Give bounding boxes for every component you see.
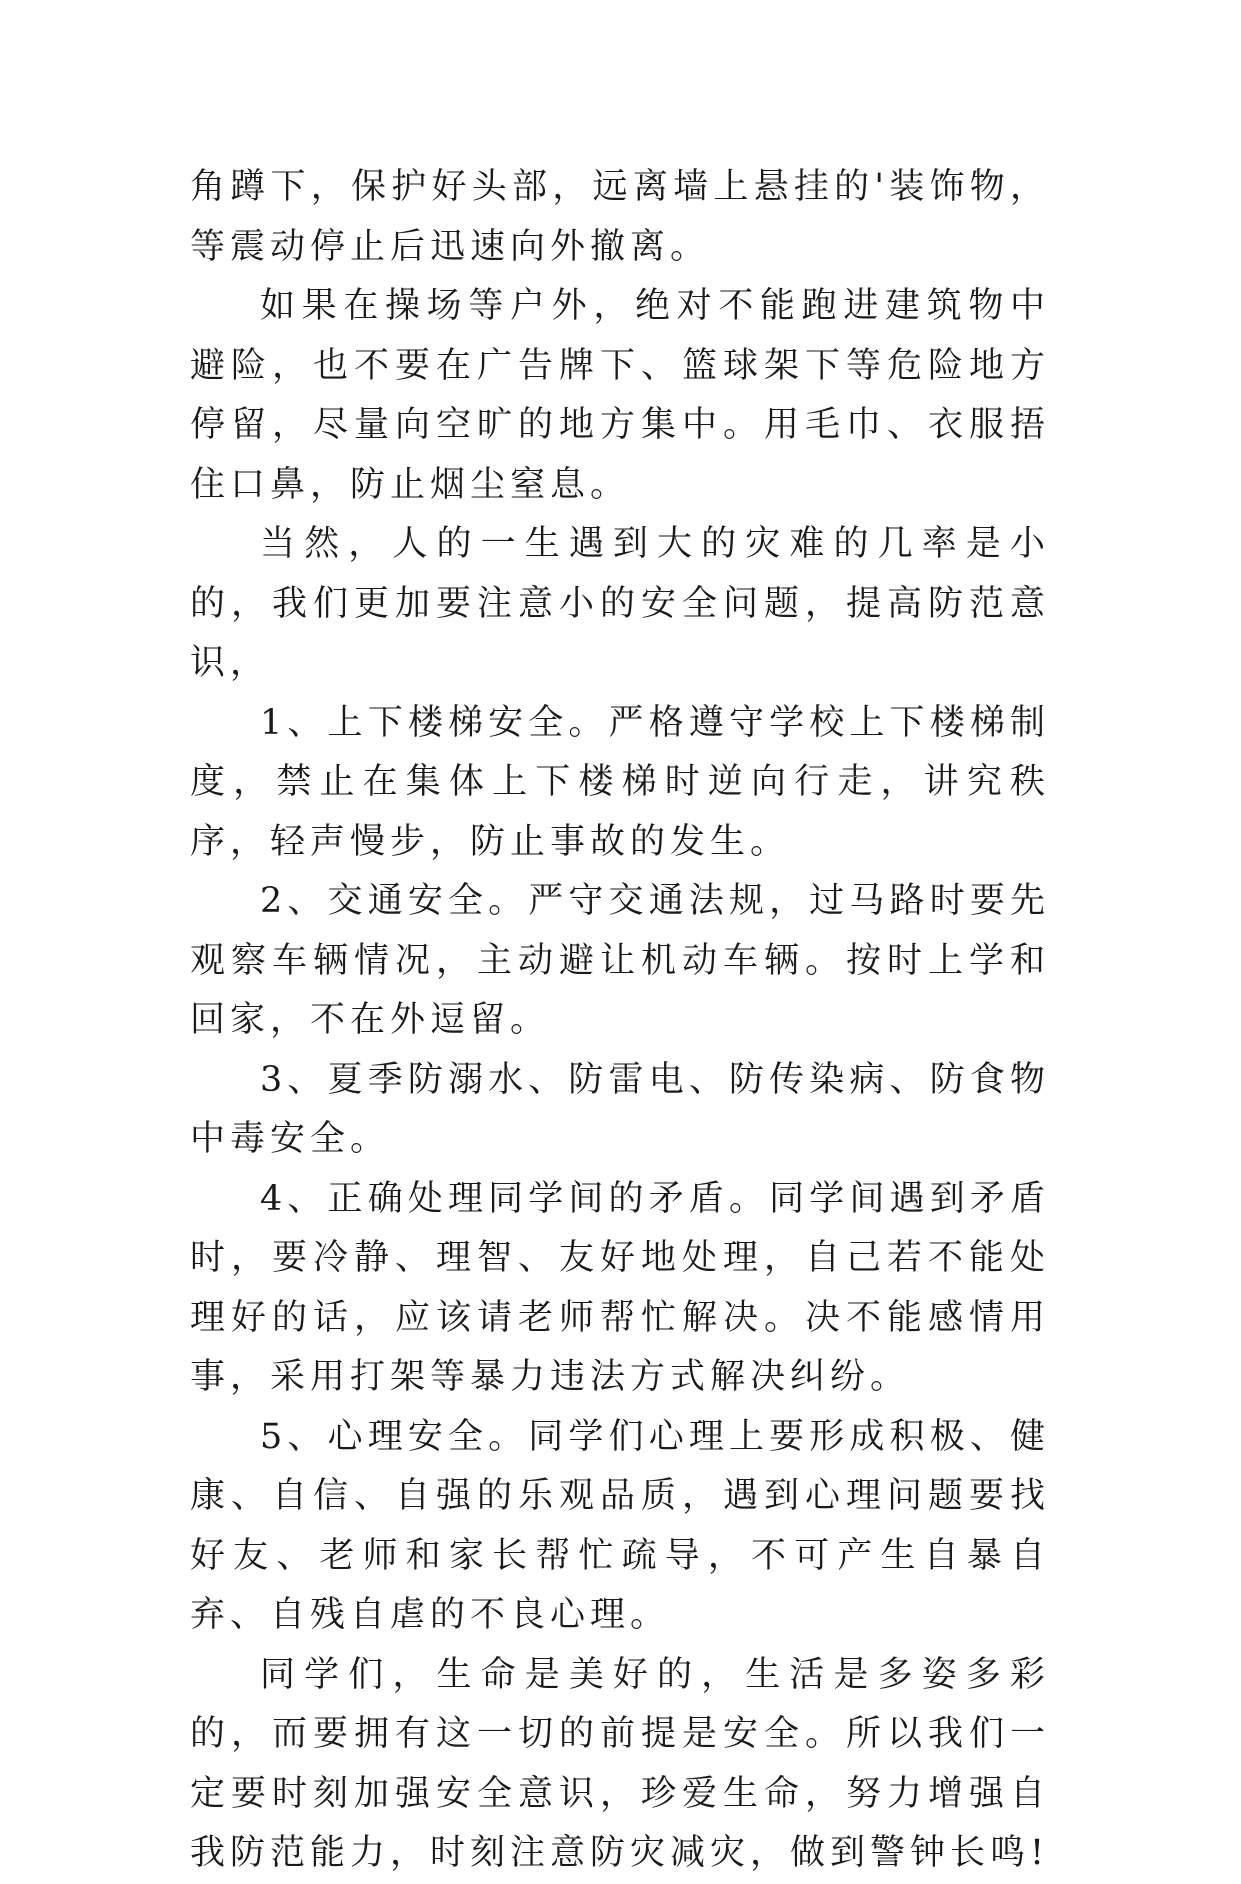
paragraph-6: 3、夏季防溺水、防雷电、防传染病、防食物中毒安全。 [190, 1059, 1050, 1159]
document-body [190, 158, 1050, 1884]
paragraph-8: 5、心理安全。同学们心理上要形成积极、健康、自信、自强的乐观品质，遇到心理问题要找好友、老师和家长帮忙疏导，不可产生自暴自弃、自残自虐的不良心理。 [190, 1416, 1050, 1635]
paragraph-9: 同学们，生命是美好的，生活是多姿多彩的，而要拥有这一切的前提是安全。所以我们一定要时刻加强安全意识，珍爱生命，努力增强自我防范能力，时刻注意防灾减灾，做到警钟长鸣! [190, 1654, 1050, 1873]
paragraph-3: 当然，人的一生遇到大的灾难的几率是小的，我们更加要注意小的安全问题，提高防范意识， [190, 524, 1050, 683]
paragraph-1: 角蹲下，保护好头部，远离墙上悬挂的'装饰物，等震动停止后迅速向外撤离。 [190, 167, 1050, 267]
paragraph-2: 如果在操场等户外，绝对不能跑进建筑物中避险，也不要在广告牌下、篮球架下等危险地方停留，尽量向空旷的地方集中。用毛巾、衣服捂住口鼻，防止烟尘窒息。 [190, 286, 1050, 505]
paragraph-7: 4、正确处理同学间的矛盾。同学间遇到矛盾时，要冷静、理智、友好地处理，自己若不能处理好的话，应该请老师帮忙解决。决不能感情用事，采用打架等暴力违法方式解决纠纷。 [190, 1178, 1050, 1397]
paragraph-5: 2、交通安全。严守交通法规，过马路时要先观察车辆情况，主动避让机动车辆。按时上学和回家，不在外逗留。 [190, 881, 1050, 1040]
paragraph-4: 1、上下楼梯安全。严格遵守学校上下楼梯制度，禁止在集体上下楼梯时逆向行走，讲究秩序，轻声慢步，防止事故的发生。 [190, 702, 1050, 862]
